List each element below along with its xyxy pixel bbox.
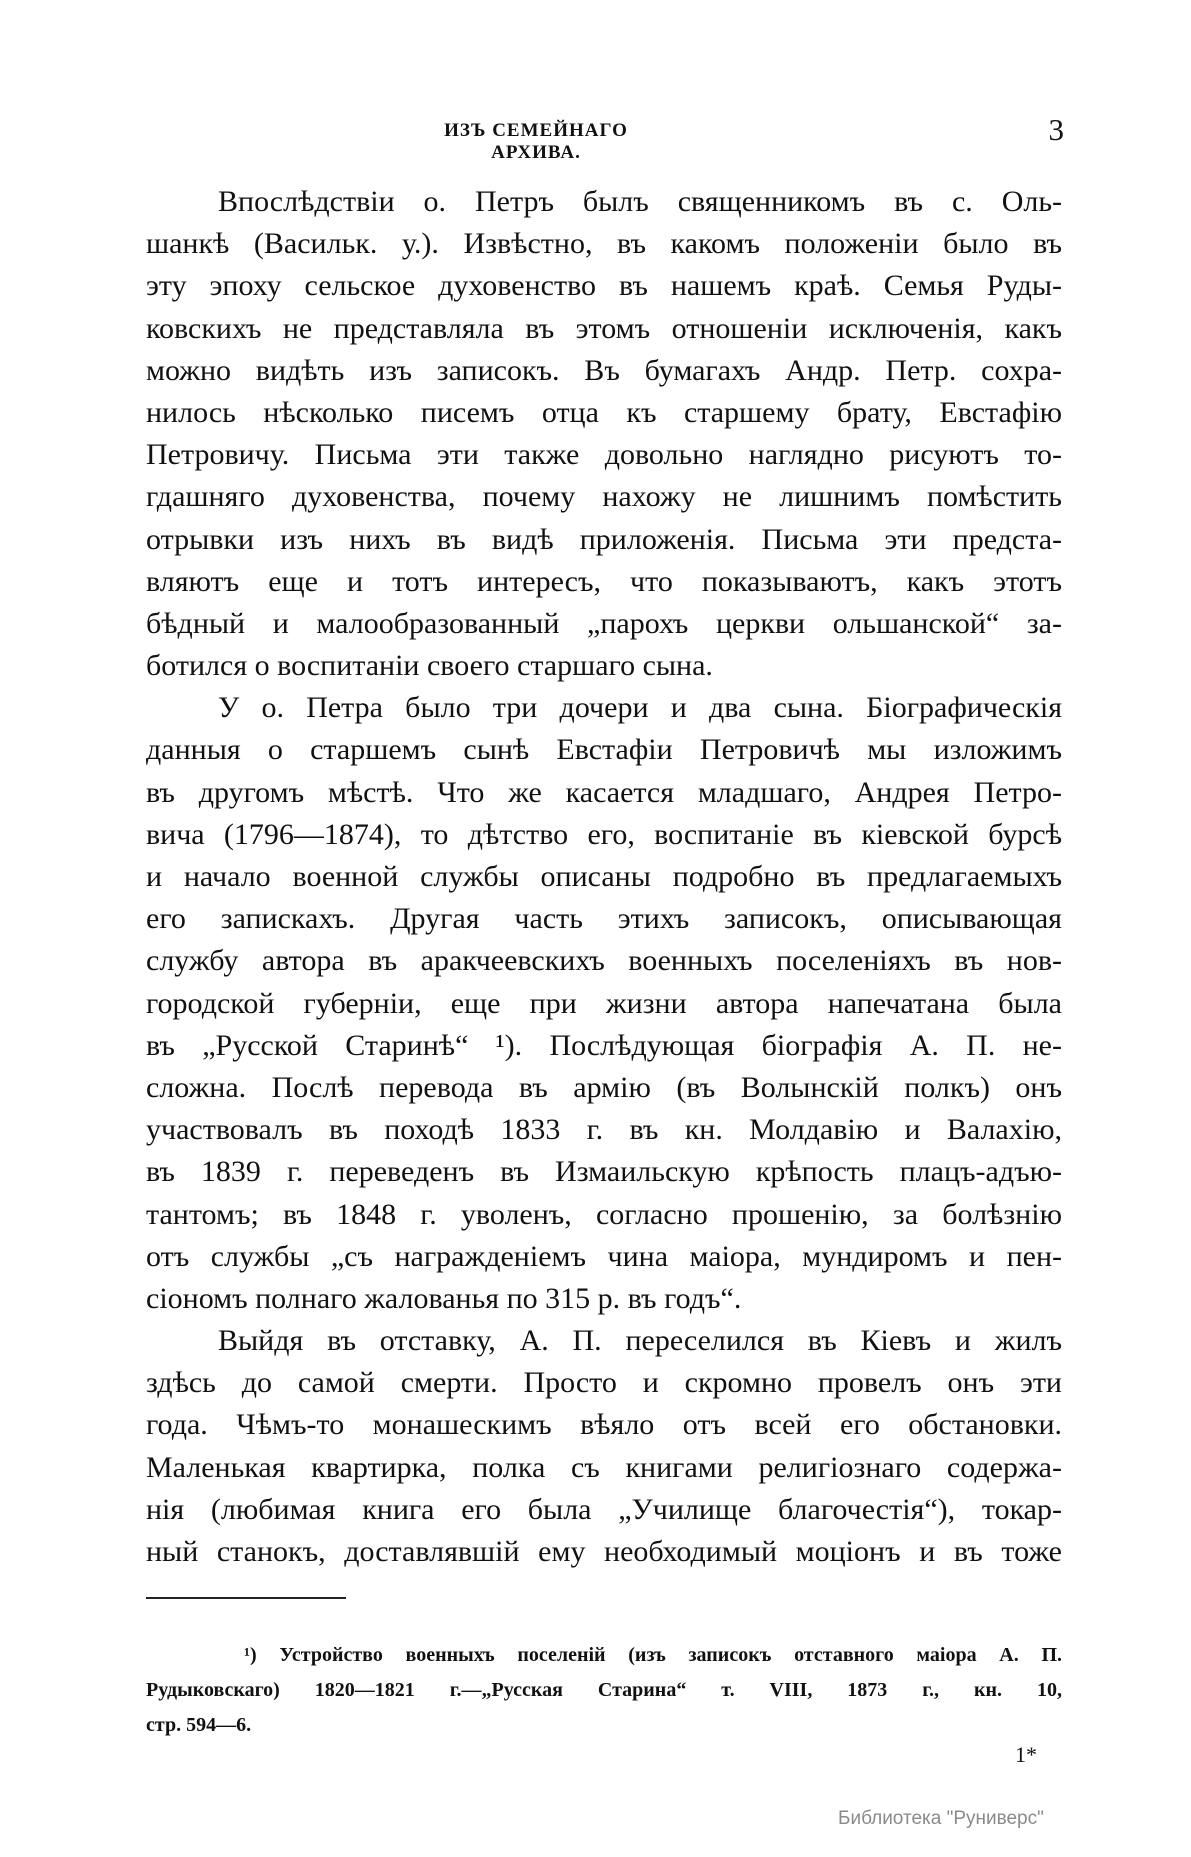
footnote-line: стр. 594—6.: [146, 1714, 252, 1736]
text-line: и начало военной службы описаны подробно въ предлагаемыхъ: [146, 860, 1062, 893]
footnote: [146, 1638, 1062, 1743]
text-line: ный станокъ, доставлявшій ему необходимый моціонъ и въ тоже: [146, 1535, 1062, 1568]
text-line: участвовалъ въ походѣ 1833 г. въ кн. Молдавію и Валахію,: [146, 1113, 1062, 1147]
footnote-line: ¹) Устройство военныхъ поселеній (изъ записокъ отставного маіора А. П.: [244, 1644, 1062, 1666]
text-line: сложна. Послѣ перевода въ армію (въ Волынскій полкъ) онъ: [146, 1070, 1062, 1104]
signature-mark: 1*: [1015, 1742, 1037, 1767]
text-line: его запискахъ. Другая часть этихъ записокъ, описывающая: [146, 902, 1062, 936]
paragraph: [146, 687, 1062, 1320]
text-line: Впослѣдствіи о. Петръ былъ священникомъ въ с. Оль-: [218, 185, 1062, 218]
text-line: отрывки изъ нихъ въ видѣ приложенія. Письма эти предста-: [146, 522, 1062, 556]
footnote-line: Рудыковскаго) 1820—1821 г.—„Русская Старина“ т. VIII, 1873 г., кн. 10,: [146, 1679, 1062, 1701]
text-line: сіономъ полнаго жалованья по 315 р. въ годъ“.: [146, 1281, 742, 1315]
text-line: гдашняго духовенства, почему нахожу не лишнимъ помѣстить: [146, 480, 1062, 514]
text-line: отъ службы „съ награжденіемъ чина маіора, мундиромъ и пен-: [146, 1239, 1062, 1273]
paragraph: [146, 181, 1062, 687]
text-line: въ другомъ мѣстѣ. Что же касается младшаго, Андрея Петро-: [146, 775, 1062, 809]
text-line: эту эпоху сельское духовенство въ нашемъ краѣ. Семья Руды-: [146, 269, 1062, 303]
running-header: ИЗЪ СЕМЕЙНАГО АРХИВА.: [444, 120, 628, 163]
text-line: Выйдя въ отставку, А. П. переселился въ Кіевъ и жилъ: [218, 1324, 1062, 1358]
text-line: вляютъ еще и тотъ интересъ, что показываютъ, какъ этотъ: [146, 564, 1062, 598]
text-line: вича (1796—1874), то дѣтство его, воспитаніе въ кіевской бурсѣ: [146, 817, 1062, 851]
text-line: въ 1839 г. переведенъ въ Измаильскую крѣпость плацъ-адъю-: [146, 1155, 1062, 1189]
footnote-divider: [146, 1597, 346, 1599]
text-line: года. Чѣмъ-то монашескимъ вѣяло отъ всей его обстановки.: [146, 1408, 1062, 1442]
text-line: У о. Петра было три дочери и два сына. Біографическія: [218, 691, 1062, 725]
text-line: въ „Русской Старинѣ“ ¹). Послѣдующая біографія А. П. не-: [146, 1028, 1062, 1062]
paragraph: [146, 1320, 1062, 1573]
text-line: Маленькая квартирка, полка съ книгами религіознаго содержа-: [146, 1450, 1062, 1484]
page-number: 3: [1048, 112, 1064, 147]
text-line: данныя о старшемъ сынѣ Евстафіи Петровичѣ мы изложимъ: [146, 733, 1062, 767]
body-text: [146, 181, 1062, 1573]
text-line: шанкѣ (Васильк. у.). Извѣстно, въ какомъ положеніи было въ: [146, 227, 1062, 261]
text-line: нилось нѣсколько писемъ отца къ старшему брату, Евстафію: [146, 395, 1062, 429]
library-watermark: Библиотека "Руниверс": [838, 1808, 1044, 1829]
text-line: службу автора въ аракчеевскихъ военныхъ поселеніяхъ въ нов-: [146, 944, 1062, 978]
text-line: Петровичу. Письма эти также довольно наглядно рисуютъ то-: [146, 438, 1062, 472]
text-line: бѣдный и малообразованный „парохъ церкви ольшанской“ за-: [146, 606, 1062, 640]
text-line: нія (любимая книга его была „Училище благочестія“), токар-: [146, 1492, 1062, 1526]
text-line: ботился о воспитаніи своего старшаго сына.: [146, 649, 713, 683]
text-line: тантомъ; въ 1848 г. уволенъ, согласно прошенію, за болѣзнію: [146, 1197, 1062, 1231]
text-line: ковскихъ не представляла въ этомъ отношеніи исключенія, какъ: [146, 311, 1062, 345]
text-line: городской губерніи, еще при жизни автора напечатана была: [146, 986, 1062, 1020]
text-line: здѣсь до самой смерти. Просто и скромно провелъ онъ эти: [146, 1366, 1062, 1400]
text-line: можно видѣть изъ записокъ. Въ бумагахъ Андр. Петр. сохра-: [146, 353, 1062, 387]
